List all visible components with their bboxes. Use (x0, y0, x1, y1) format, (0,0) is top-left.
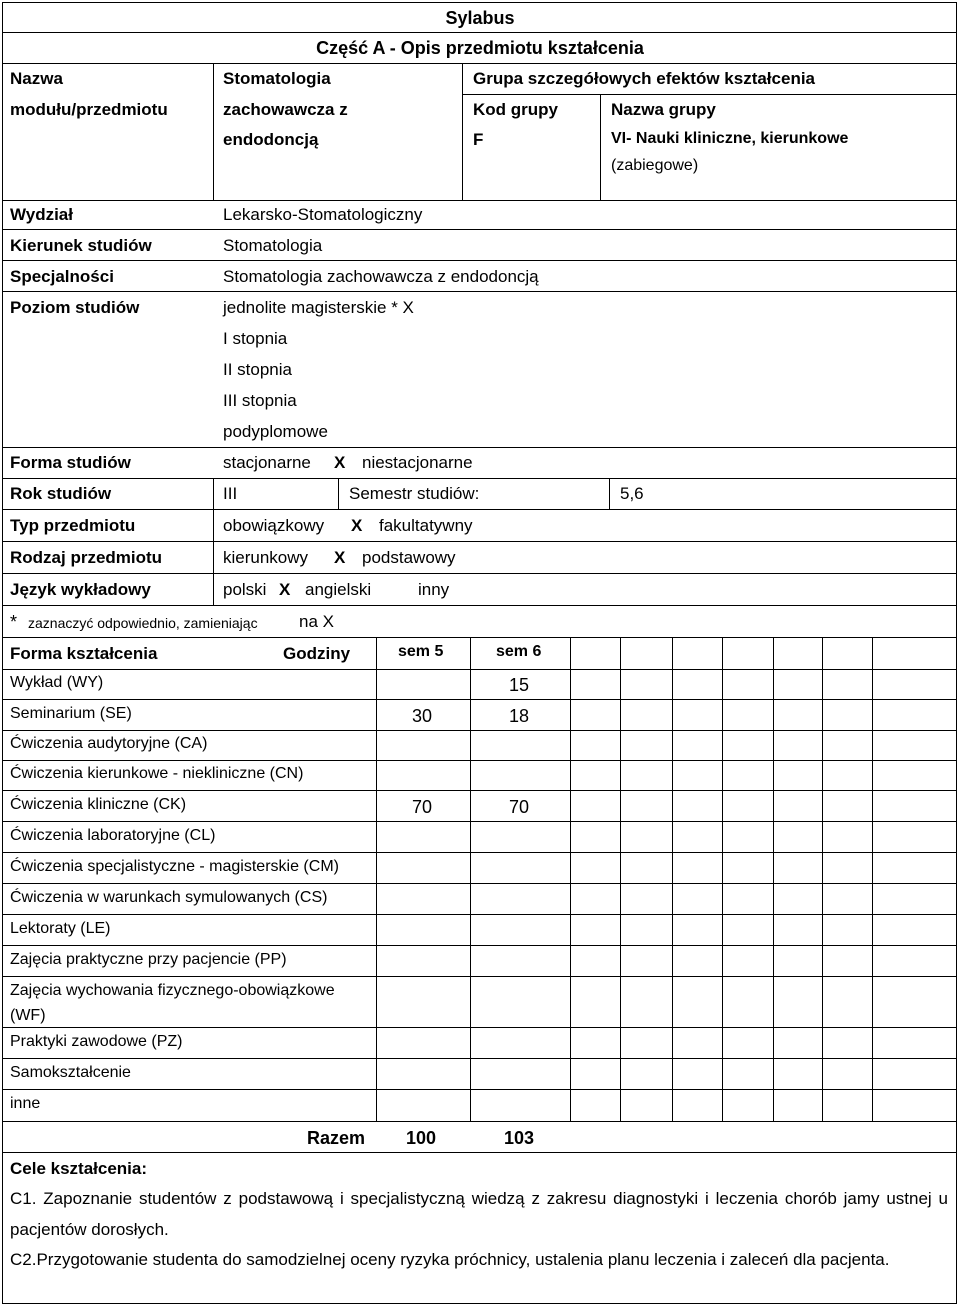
form-mark: X (334, 453, 346, 472)
form-other: niestacjonarne (362, 453, 473, 472)
year-value: III (223, 484, 238, 503)
hours-row-label: Ćwiczenia kliniczne (CK) (10, 796, 187, 813)
level-option: III stopnia (223, 391, 297, 410)
faculty-value: Lekarsko-Stomatologiczny (223, 205, 423, 224)
hours-row-label: Ćwiczenia w warunkach symulowanych (CS) (10, 889, 328, 906)
type-label: Typ przedmiotu (10, 516, 136, 535)
note-tail: na X (299, 612, 334, 631)
form-value: stacjonarne (223, 453, 311, 472)
level-option: podyplomowe (223, 422, 328, 441)
specialty-label: Specjalności (10, 267, 114, 286)
group-header: Grupa szczegółowych efektów kształcenia (473, 69, 816, 88)
hours-row-sem6: 15 (509, 675, 530, 695)
group-name-label: Nazwa grupy (611, 100, 716, 119)
hours-header-label: Forma kształcenia (10, 644, 158, 663)
level-option: jednolite magisterskie * X (223, 298, 414, 317)
lang-other-english: angielski (305, 580, 372, 599)
module-label-line2: modułu/przedmiotu (10, 100, 168, 119)
goal-c1: C1. Zapoznanie studentów z podstawową i specjalistyczną wiedzą z zakresu diagnostyki i leczenia chorób jamy ustnej u pacjentów dorosłych. (10, 1189, 948, 1239)
level-label: Poziom studiów (10, 298, 140, 317)
semester-value: 5,6 (620, 484, 644, 503)
goal-c2: C2.Przygotowanie studenta do samodzielnej oceny ryzyka próchnicy, ustalenia planu leczenia i zaleceń dla pacjenta. (10, 1250, 890, 1269)
group-name-line2: (zabiegowe) (611, 157, 699, 174)
year-label: Rok studiów (10, 484, 112, 503)
type-value: obowiązkowy (223, 516, 325, 535)
frame-right (956, 2, 957, 1304)
hours-row-label: Zajęcia wychowania fizycznego-obowiązkowe (10, 982, 335, 999)
module-name-line3: endodoncją (223, 130, 319, 149)
hours-header-hours: Godziny (283, 644, 351, 663)
frame-top (2, 2, 957, 3)
kind-value: kierunkowy (223, 548, 309, 567)
syllabus-title: Sylabus (445, 8, 515, 28)
hours-row-label: Samokształcenie (10, 1064, 131, 1081)
note-star: * (10, 612, 18, 632)
semester-label: Semestr studiów: (349, 484, 480, 503)
kind-label: Rodzaj przedmiotu (10, 548, 163, 567)
hours-row-label: Praktyki zawodowe (PZ) (10, 1033, 183, 1050)
module-name-line2: zachowawcza z (223, 100, 348, 119)
hours-row-label: Ćwiczenia kierunkowe - niekliniczne (CN) (10, 765, 304, 782)
hours-row-label: Wykład (WY) (10, 674, 104, 691)
hours-header-sem6: sem 6 (496, 643, 542, 660)
hours-row-sem6: 18 (509, 706, 530, 726)
hours-row-label: Zajęcia praktyczne przy pacjencie (PP) (10, 951, 287, 968)
type-mark: X (351, 516, 363, 535)
hours-row-label: Ćwiczenia audytoryjne (CA) (10, 735, 208, 752)
hours-row-label: inne (10, 1095, 41, 1112)
hours-total-sem6: 103 (504, 1128, 535, 1148)
specialty-value: Stomatologia zachowawcza z endodoncją (223, 267, 539, 286)
goals-title: Cele kształcenia: (10, 1159, 148, 1178)
field-label: Kierunek studiów (10, 236, 152, 255)
note-text: zaznaczyć odpowiednio, zamieniając (28, 615, 258, 631)
hours-row-label: Lektoraty (LE) (10, 920, 111, 937)
group-name-line1: VI- Nauki kliniczne, kierunkowe (611, 130, 849, 147)
hours-row-sem5: 70 (412, 797, 433, 817)
lang-other-other: inny (418, 580, 450, 599)
field-value: Stomatologia (223, 236, 323, 255)
module-label-line1: Nazwa (10, 69, 63, 88)
lang-label: Język wykładowy (10, 580, 151, 599)
frame-bottom (2, 1303, 957, 1304)
group-code-label: Kod grupy (473, 100, 558, 119)
hours-total-label: Razem (307, 1128, 366, 1148)
hours-row-label-cont: (WF) (10, 1007, 46, 1024)
syllabus-subtitle: Część A - Opis przedmiotu kształcenia (316, 38, 644, 58)
module-name-line1: Stomatologia (223, 69, 331, 88)
hours-row-sem5: 30 (412, 706, 433, 726)
kind-other: podstawowy (362, 548, 456, 567)
level-option: II stopnia (223, 360, 292, 379)
hours-row-label: Ćwiczenia laboratoryjne (CL) (10, 827, 216, 844)
level-option: I stopnia (223, 329, 288, 348)
hours-row-label: Ćwiczenia specjalistyczne - magisterskie (CM) (10, 858, 339, 875)
hours-header-sem5: sem 5 (398, 643, 444, 660)
faculty-label: Wydział (10, 205, 73, 224)
hours-total-sem5: 100 (406, 1128, 437, 1148)
kind-mark: X (334, 548, 346, 567)
hours-row-label: Seminarium (SE) (10, 705, 132, 722)
group-code: F (473, 130, 484, 149)
form-label: Forma studiów (10, 453, 131, 472)
lang-value: polski (223, 580, 267, 599)
hours-row-sem6: 70 (509, 797, 530, 817)
lang-mark: X (279, 580, 291, 599)
type-other: fakultatywny (379, 516, 473, 535)
frame-left (2, 2, 3, 1304)
